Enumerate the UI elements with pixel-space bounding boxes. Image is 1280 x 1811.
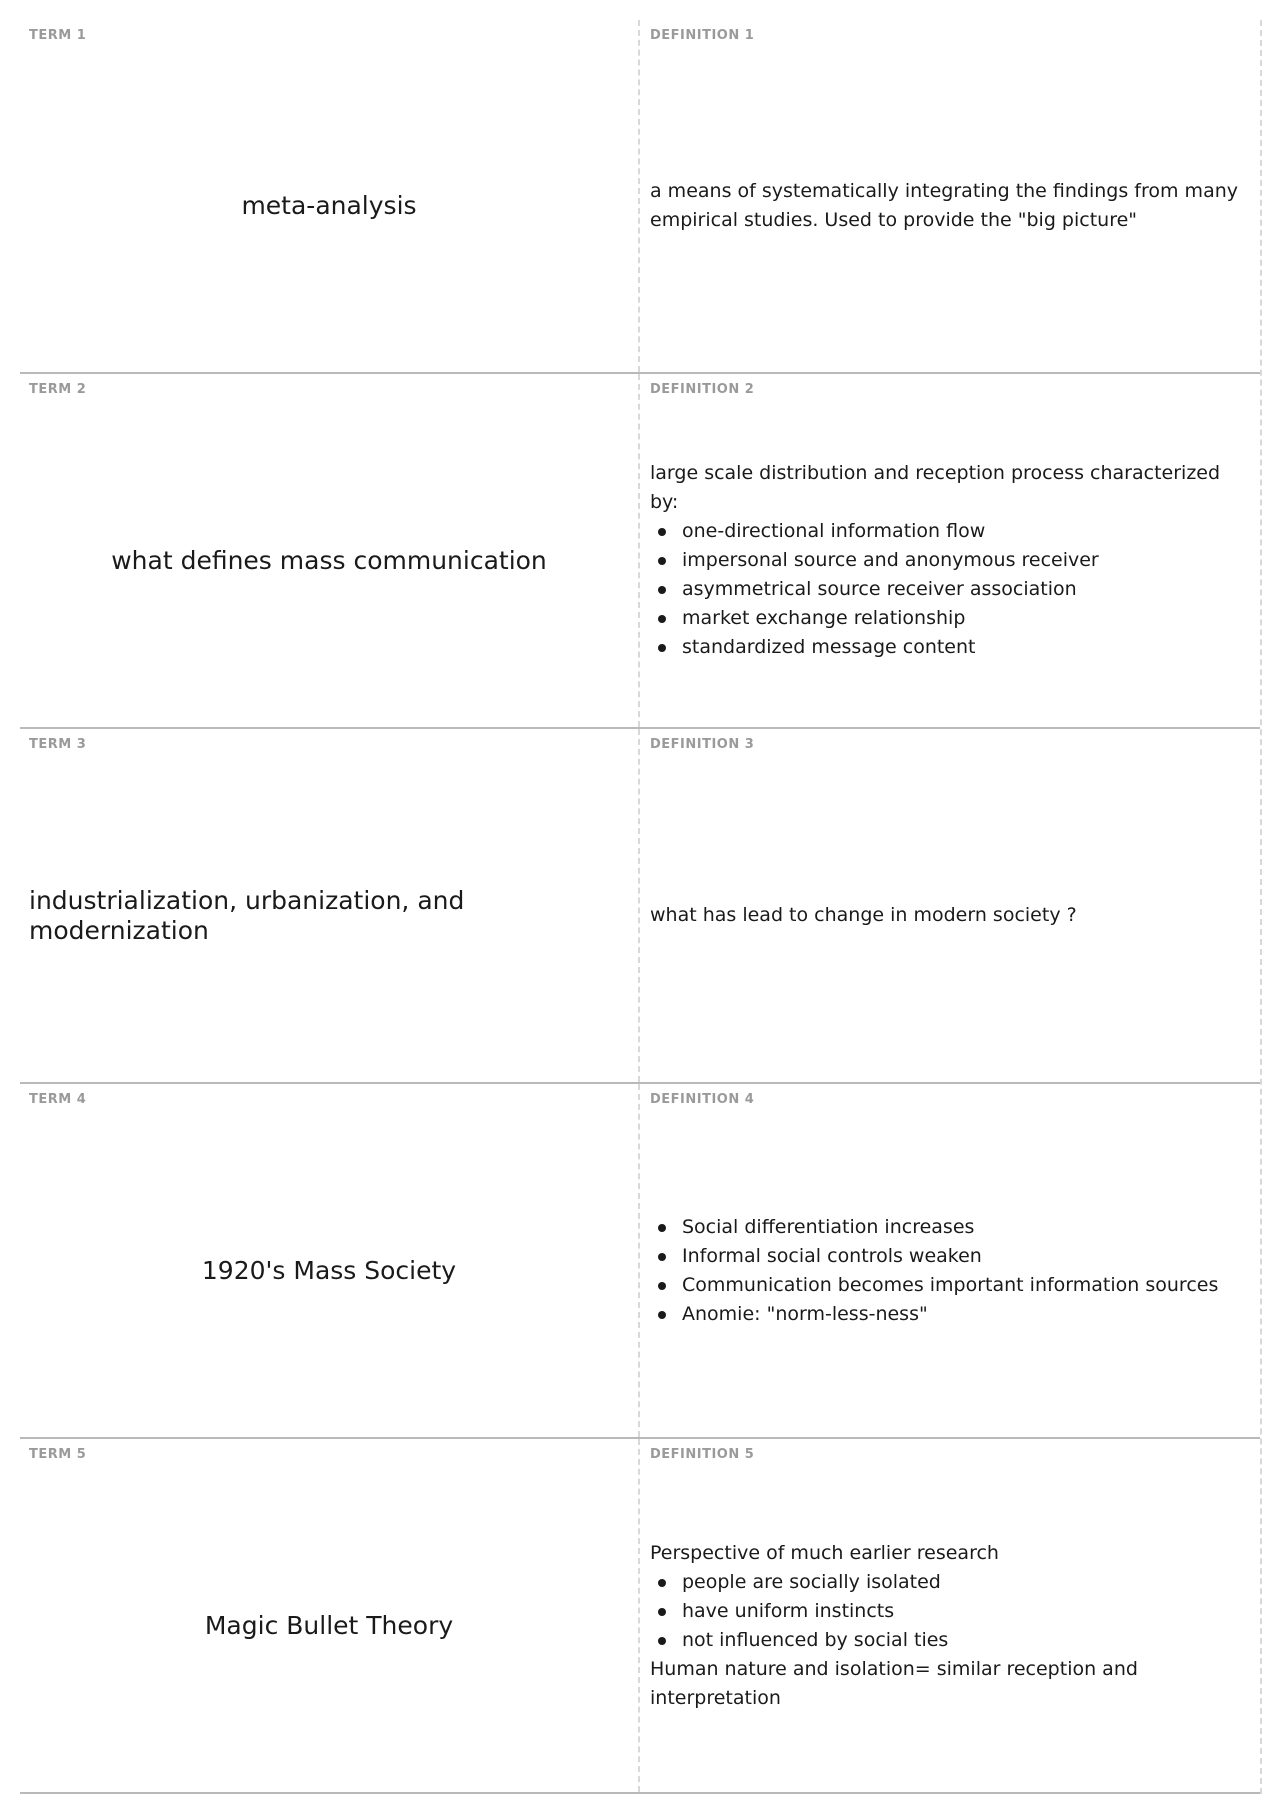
- term-text: Magic Bullet Theory: [204, 1610, 454, 1640]
- definition-cell-5: [640, 1439, 1260, 1792]
- definition-text: [650, 1459, 1252, 1792]
- definition-label: DEFINITION 4: [650, 1092, 755, 1107]
- bullet-item: Communication becomes important information sources: [650, 1271, 1252, 1300]
- definition-label: DEFINITION 3: [650, 737, 755, 752]
- card-row-4: [20, 1084, 1260, 1439]
- definition-paragraph: a means of systematically integrating the findings from many empirical studies. Used to provide the "big picture": [650, 180, 1238, 231]
- definition-text: [650, 1104, 1252, 1437]
- term-cell-2: [20, 374, 640, 727]
- definition-paragraph: what has lead to change in modern society ?: [650, 904, 1077, 926]
- card-row-3: [20, 729, 1260, 1084]
- definition-text: [650, 749, 1252, 1082]
- bullet-item: asymmetrical source receiver association: [650, 575, 1252, 604]
- flashcard-sheet: [20, 20, 1262, 1794]
- term-cell-4: [20, 1084, 640, 1437]
- bullet-item: Anomie: "norm-less-ness": [650, 1300, 1252, 1329]
- definition-bullet-list: [650, 517, 1252, 662]
- definition-cell-4: [640, 1084, 1260, 1437]
- definition-label: DEFINITION 1: [650, 28, 755, 43]
- definition-label: DEFINITION 5: [650, 1447, 755, 1462]
- definition-cell-1: [640, 20, 1260, 372]
- card-row-1: [20, 20, 1260, 374]
- bullet-item: market exchange relationship: [650, 604, 1252, 633]
- definition-text: [650, 394, 1252, 727]
- card-row-5: [20, 1439, 1260, 1794]
- term-cell-1: [20, 20, 640, 372]
- definition-bullet-list: [650, 1568, 1252, 1655]
- definition-paragraph: Human nature and isolation= similar reception and interpretation: [650, 1657, 1138, 1709]
- bullet-item: standardized message content: [650, 633, 1252, 662]
- term-text: meta-analysis: [241, 191, 417, 220]
- definition-cell-2: [640, 374, 1260, 727]
- bullet-item: people are socially isolated: [650, 1568, 1252, 1597]
- bullet-item: impersonal source and anonymous receiver: [650, 546, 1252, 575]
- bullet-item: Social differentiation increases: [650, 1213, 1252, 1242]
- term-label: TERM 2: [29, 382, 87, 397]
- bullet-item: not influenced by social ties: [650, 1626, 1252, 1655]
- definition-cell-3: [640, 729, 1260, 1082]
- term-label: TERM 3: [29, 737, 87, 752]
- term-text: what defines mass communication: [111, 545, 547, 575]
- definition-label: DEFINITION 2: [650, 382, 755, 397]
- definition-bullet-list: [650, 1213, 1252, 1329]
- definition-text: [650, 40, 1252, 372]
- bullet-item: have uniform instincts: [650, 1597, 1252, 1626]
- term-cell-3: [20, 729, 640, 1082]
- term-text: industrialization, urbanization, and modernization: [29, 885, 465, 945]
- term-text: 1920's Mass Society: [201, 1255, 457, 1285]
- definition-paragraph: Perspective of much earlier research: [650, 1541, 999, 1564]
- term-label: TERM 1: [29, 28, 87, 43]
- card-row-2: [20, 374, 1260, 729]
- bullet-item: Informal social controls weaken: [650, 1242, 1252, 1271]
- term-label: TERM 4: [29, 1092, 87, 1107]
- definition-paragraph: large scale distribution and reception process characterized by:: [650, 462, 1221, 513]
- term-label: TERM 5: [29, 1447, 87, 1462]
- term-cell-5: [20, 1439, 640, 1792]
- bullet-item: one-directional information flow: [650, 517, 1252, 546]
